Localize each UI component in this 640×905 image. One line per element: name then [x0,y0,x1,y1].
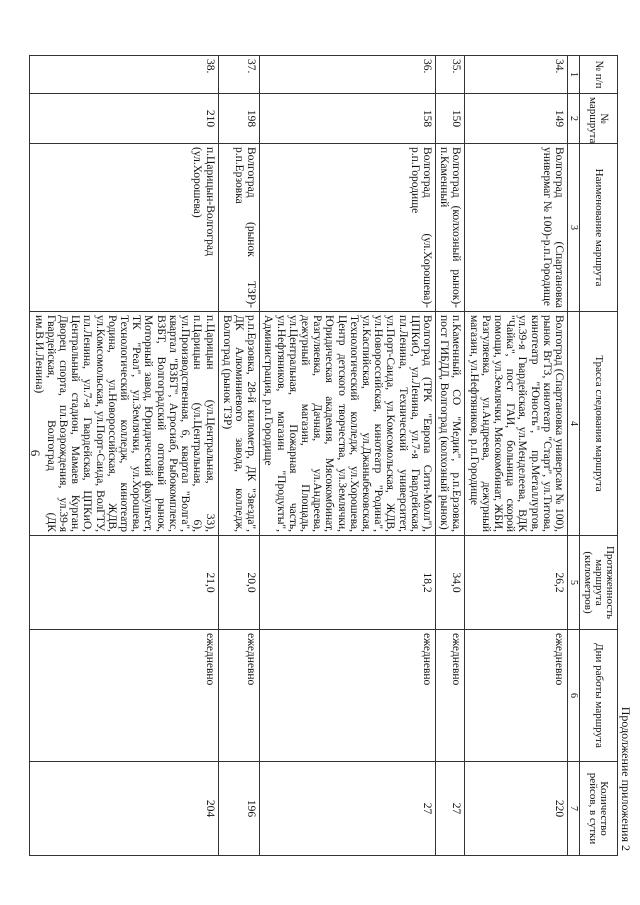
route-length: 34,0 [435,536,464,630]
route-name: Волгоград (рынок ТЗР)-р.п.Ерзовка [218,144,260,312]
table-row [435,56,464,856]
route-number: 149 [465,94,568,144]
column-number: 6 [568,630,580,762]
route-path: Волгоград (ТРК "Европа Сити-Молл"), ЦПКиО, ул.Ленина, ул.7-я Гвардейская, пл.Ленина, Технический университет, ул.Порт-Саида, ул.Комсомольская, ЖДВ, ул.Новороссийская, кинотеатр "Родина", ул.Каспийская, ул.Джаныбековская, Технологический колледж, ул.Хорошева, Центр детского творчества, ул.Землячки, Юридическая академия, Мясокомбинат, Разгуляевка, Дачная, ул.Андреева, дежурный магазин, Площадь, ул.Центральная, Пожарная часть, ул.Нефтяников, магазин "Продукты", Администрация, р.п.Городище [260,312,436,536]
row-number: 36. [260,56,436,94]
route-name: Волгоград (Спартановка универмаг № 100)-р.п.Городище [465,144,568,312]
table-row [260,56,436,856]
route-days: ежедневно [30,630,218,762]
header-cell: № маршрута [580,94,618,144]
column-number: 4 [568,312,580,536]
appendix-caption: Продолжение приложения 2 [619,706,633,851]
route-trips: 27 [260,762,436,856]
column-number: 3 [568,144,580,312]
header-cell: Дни работы маршрута [580,630,618,762]
route-days: ежедневно [260,630,436,762]
route-length: 21,0 [30,536,218,630]
routes-table [29,55,618,856]
row-number: 37. [218,56,260,94]
route-trips: 220 [465,762,568,856]
route-trips: 196 [218,762,260,856]
header-cell: Протяженность маршрута (километров) [580,536,618,630]
table-row [30,56,218,856]
route-name: п.Царицын-Волгоград (ул.Хорошева) [30,144,218,312]
row-number: 38. [30,56,218,94]
rotated-page-content [32,55,633,855]
route-days: ежедневно [218,630,260,762]
route-path: р.п.Ерзовка, 28-й километр, ДК "Звезда", ДК Алюминиевого завода, колледж, Волгоград (рынок ТЗР) [218,312,260,536]
column-number: 2 [568,94,580,144]
row-number: 34. [465,56,568,94]
route-path: п.Каменный, СО "Медик", р.п.Ерзовка, пост ГИБДД, Волгоград (колхозный рынок) [435,312,464,536]
column-number: 1 [568,56,580,94]
route-days: ежедневно [435,630,464,762]
route-length: 20,0 [218,536,260,630]
route-days: ежедневно [465,630,568,762]
header-cell: № п/п [580,56,618,94]
column-number: 7 [568,762,580,856]
route-number: 198 [218,94,260,144]
route-name: Волгоград (ул.Хорошева)-р.п.Городище [260,144,436,312]
route-path: Волгоград (Спартановка универсам № 100), рынок ВгТЗ, кинотеатр "Старт", ул.Титова, кинотеатр "Юность", пр.Металлургов, ул.39-я Гвардейская, ул.Менделеева, ВДК "Чайка", пост ГАИ, больница скорой помощи, ул.Землячки, Мясокомбинат, ЖБИ, Разгуляевка, ул.Андреева, дежурный магазин, ул.Нефтяников, р.п.Городище [465,312,568,536]
header-row [580,56,618,856]
route-number: 210 [30,94,218,144]
table-row [465,56,568,856]
route-length: 18,2 [260,536,436,630]
route-number: 150 [435,94,464,144]
header-cell: Трасса следования маршрута [580,312,618,536]
page-number: 6 [28,449,43,457]
column-number: 5 [568,536,580,630]
route-number: 158 [260,94,436,144]
table-row [218,56,260,856]
column-number-row [568,56,580,856]
route-path: п.Царицын (ул.Центральная, 33), п.Царицын (ул.Центральная, 6), ул.Производственная, 6, квартал "Волга", квартал "ВЗБТ", Агросиаб, Рыбокомплекс, ВЗБТ, Волгоградский оптовый рынок, Моторный завод, Юридический факультет, ТК "Реал", ул.Землячки, ул.Хорошева, Технологический колледж, кинотеатр Родина, ул.Новороссийская, ЖДВ, ул.Комсомольская, ул.Порт-Саида, ВолГТУ, пл.Ленина, ул.7-я Гвардейская, ЦПКиО, Центральный стадион, Мамаев Курган, Дворец спорта, пл.Возрождения, ул.39-я Гвардейская, Волгоград (ДК им.В.И.Ленина) [30,312,218,536]
header-cell: Наименование маршрута [580,144,618,312]
route-trips: 204 [30,762,218,856]
row-number: 35. [435,56,464,94]
route-name: Волгоград (колхозный рынок)-п.Каменный [435,144,464,312]
route-length: 26,2 [465,536,568,630]
route-trips: 27 [435,762,464,856]
header-cell: Количество рейсов, в сутки [580,762,618,856]
